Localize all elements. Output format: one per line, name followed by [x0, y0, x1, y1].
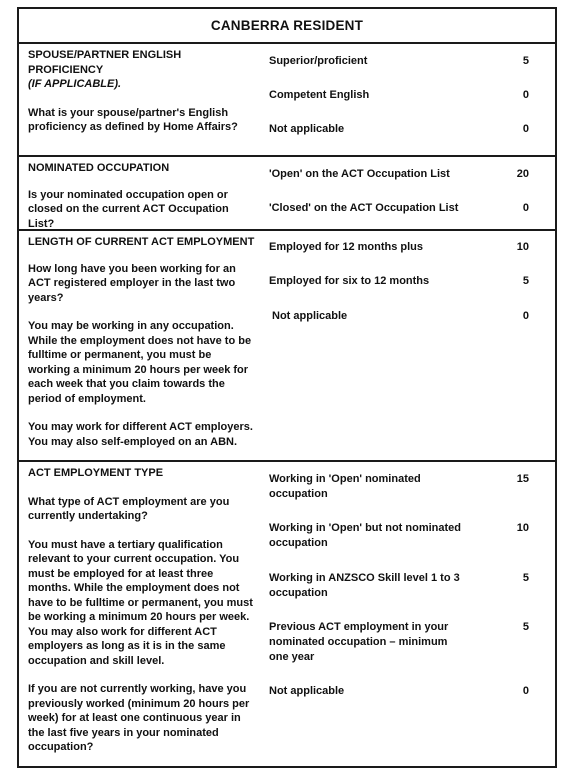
option-label: Superior/proficient: [269, 55, 368, 67]
section-question: What is your spouse/partner's English proficiency as defined by Home Affairs?: [28, 106, 238, 133]
option-points: 10: [516, 241, 529, 253]
option-label: Competent English: [269, 89, 370, 101]
option-label: Working in 'Open' but not nominated occupation: [269, 522, 462, 549]
section-options: [261, 44, 555, 155]
section-subheading: (IF APPLICABLE).: [28, 78, 122, 90]
option-label: Not applicable: [269, 685, 345, 697]
option-points: 5: [522, 275, 529, 287]
option-points: 0: [522, 123, 529, 135]
option-label: Working in 'Open' nominated occupation: [269, 473, 421, 500]
section-heading: SPOUSE/PARTNER ENGLISH PROFICIENCY: [28, 49, 182, 76]
section-options: [261, 231, 555, 460]
section-heading: LENGTH OF CURRENT ACT EMPLOYMENT: [28, 236, 255, 248]
option-points: 5: [522, 572, 529, 584]
section-description: [19, 157, 261, 229]
section-description: [19, 462, 261, 766]
section-question: Is your nominated occupation open or closed on the current ACT Occupation List?: [28, 188, 229, 230]
section-nominated-occupation: [19, 157, 555, 231]
section-description: [19, 44, 261, 155]
option-points: 5: [522, 55, 529, 67]
section-question: How long have you been working for an ACT registered employer in the last two years?: [28, 262, 236, 304]
option-label: Working in ANZSCO Skill level 1 to 3 occupation: [269, 572, 460, 599]
option-label: Not applicable: [269, 123, 345, 135]
option-label: Employed for 12 months plus: [269, 241, 424, 253]
section-note: You must have a tertiary qualification relevant to your current occupation. You must be employed for at least three months. While the employment does not have to be fulltime or permanent, you must be working a minimum 20 hours per week. You may also work for different ACT employers as long as it is in the same occupation and skill level.: [28, 538, 253, 667]
section-options: [261, 462, 555, 766]
section-heading: NOMINATED OCCUPATION: [28, 162, 170, 174]
section-employment-type: [19, 462, 555, 766]
option-label: 'Closed' on the ACT Occupation List: [269, 202, 459, 214]
section-heading: ACT EMPLOYMENT TYPE: [28, 467, 164, 479]
option-points: 10: [516, 522, 529, 534]
points-table: [17, 7, 557, 768]
section-note: You may be working in any occupation. While the employment does not have to be fulltime or permanent, you must be working a minimum 20 hours per week for each week that you claim towards the period of employment.: [28, 320, 252, 405]
section-question: What type of ACT employment are you currently undertaking?: [28, 495, 230, 522]
option-points: 0: [522, 202, 529, 214]
section-description: [19, 231, 261, 460]
section-length-employment: [19, 231, 555, 462]
section-spouse-english: [19, 44, 555, 157]
option-points: 15: [516, 473, 529, 485]
option-label: 'Open' on the ACT Occupation List: [269, 168, 450, 180]
table-title: CANBERRA RESIDENT: [19, 9, 555, 44]
option-label: Previous ACT employment in your nominated occupation – minimum one year: [269, 621, 449, 663]
option-label: Employed for six to 12 months: [269, 275, 430, 287]
section-note: You may work for different ACT employers. You may also self-employed on an ABN.: [28, 421, 253, 448]
option-points: 0: [522, 89, 529, 101]
section-note: If you are not currently working, have you previously worked (minimum 20 hours per week) for at least one continuous year in the last five years in your nominated occupation?: [28, 683, 250, 753]
option-points: 0: [522, 685, 529, 697]
option-points: 5: [522, 621, 529, 633]
option-points: 0: [522, 310, 529, 322]
option-points: 20: [516, 168, 529, 180]
option-label: Not applicable: [272, 310, 348, 322]
section-options: [261, 157, 555, 229]
